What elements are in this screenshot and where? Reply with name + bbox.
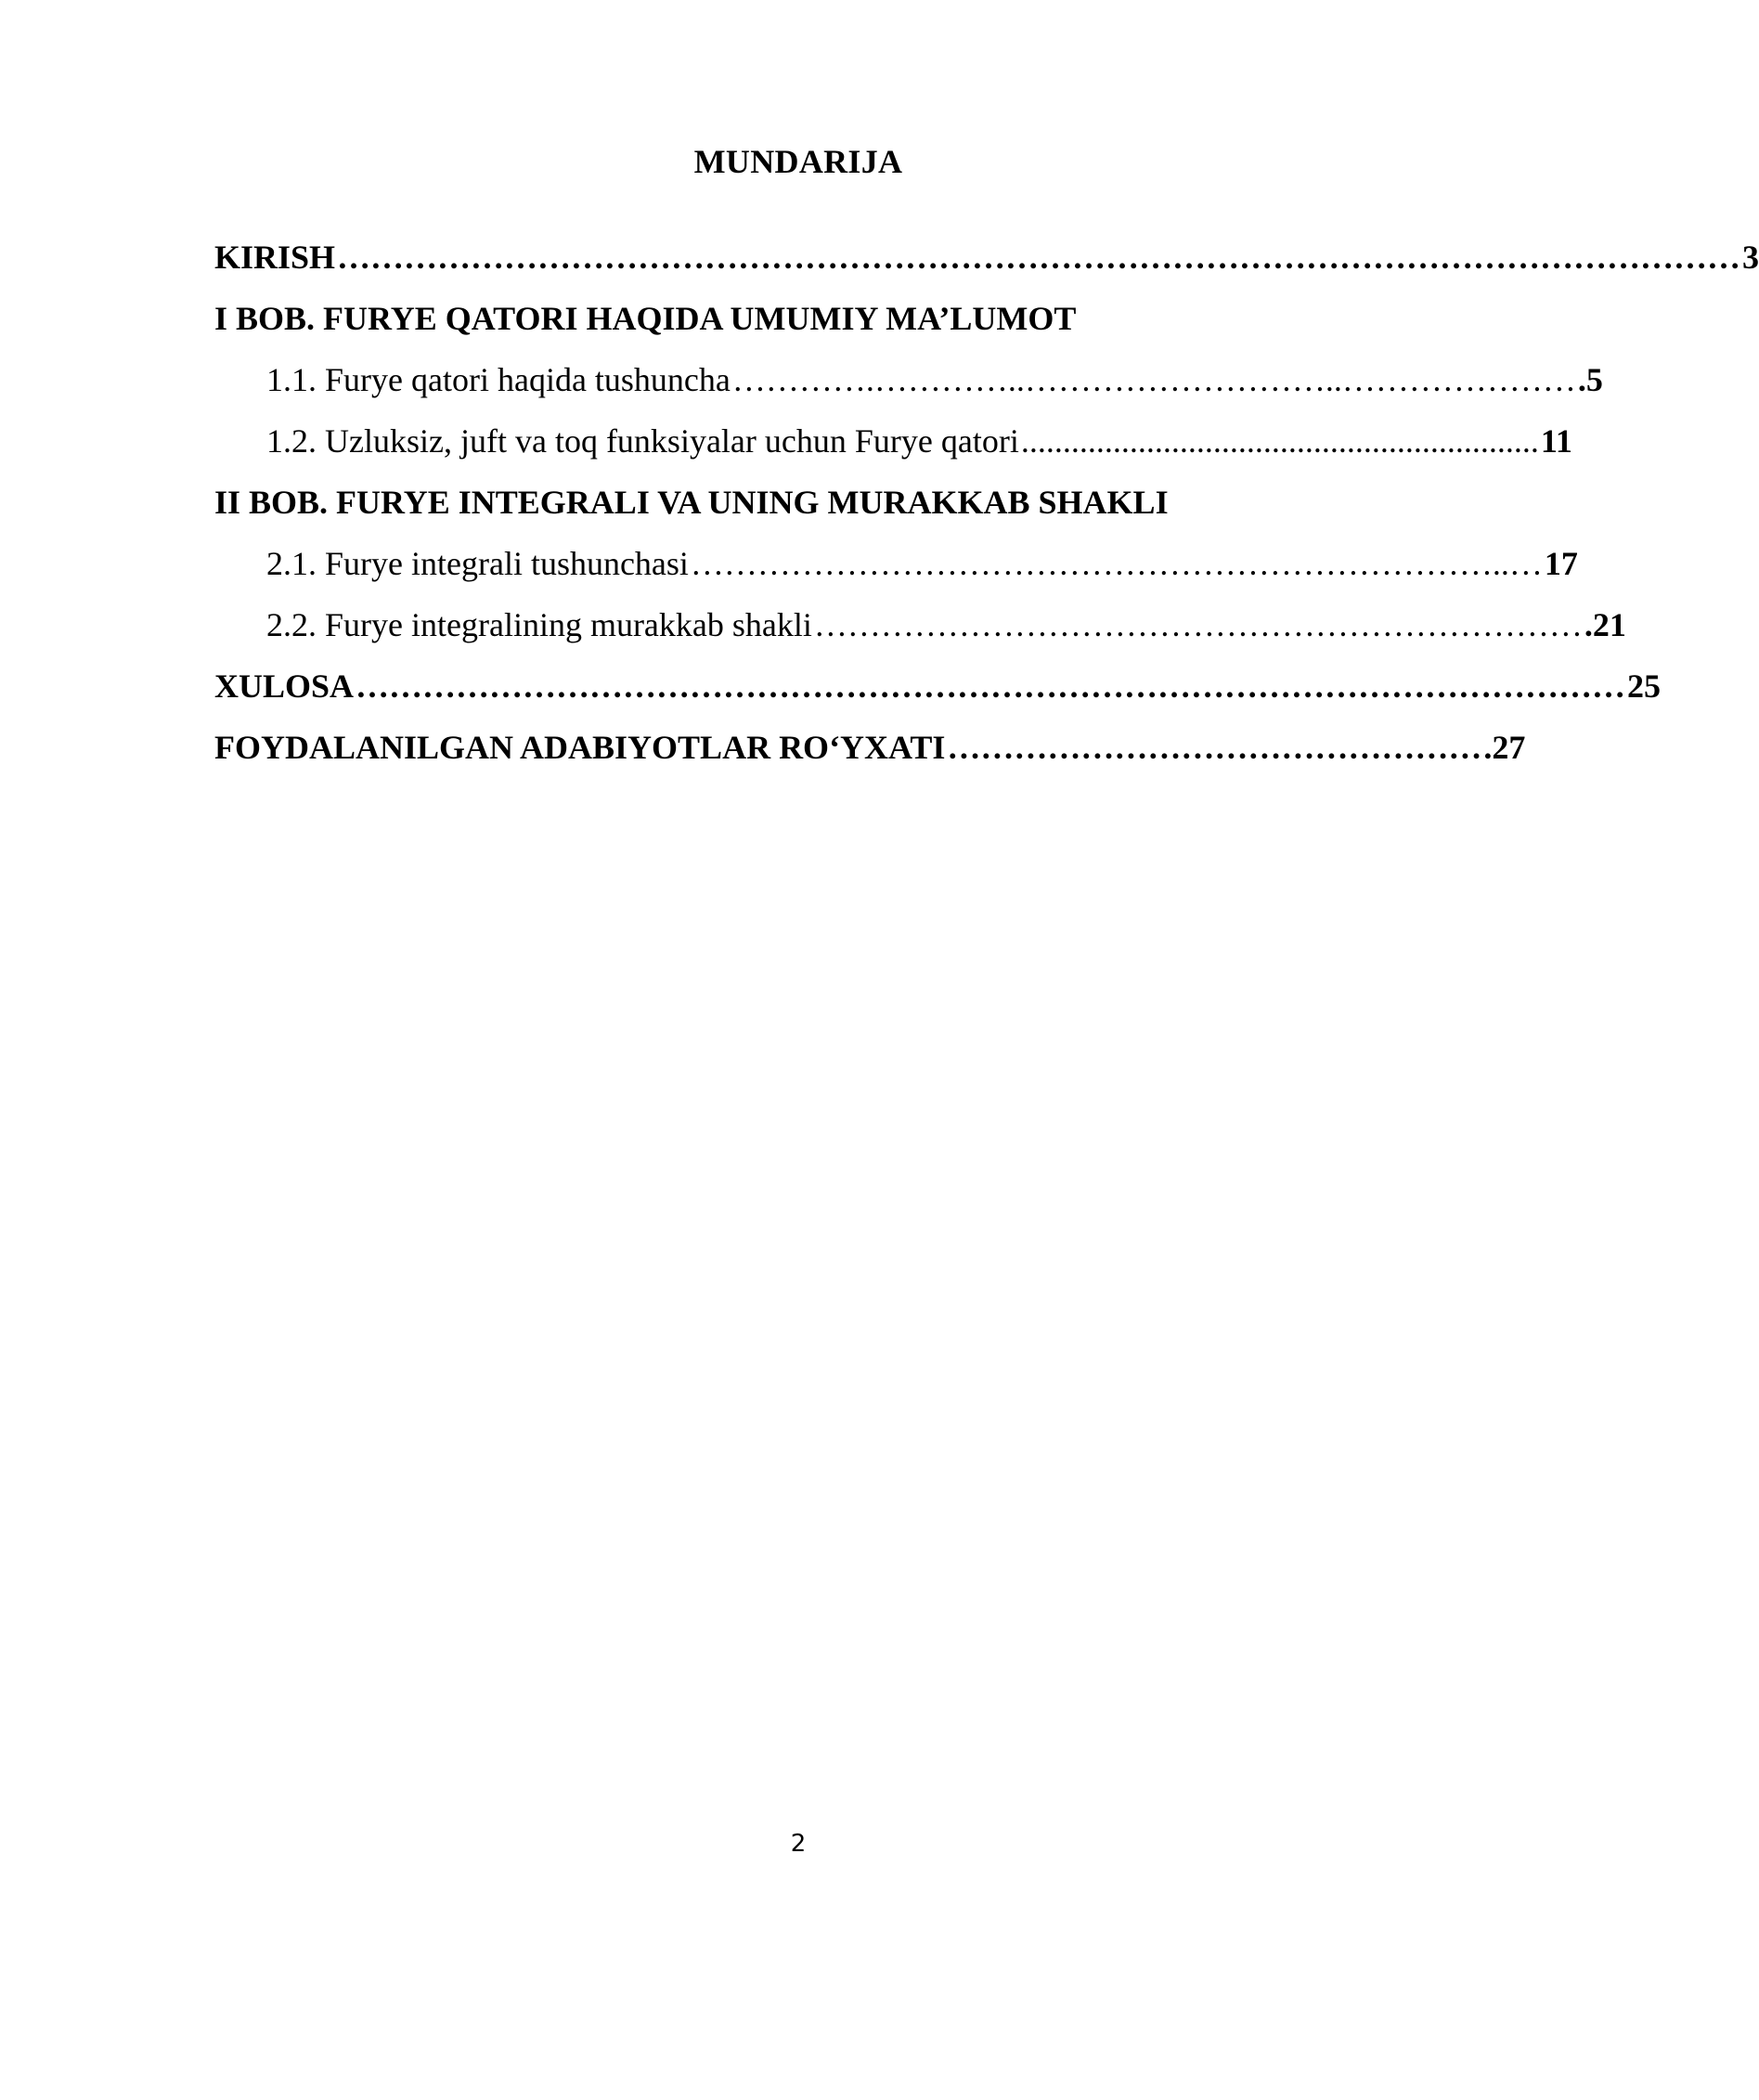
toc-entry-leader: ………….…………..………………………..………………… (731, 361, 1576, 398)
toc-entry-page: .21 (1584, 606, 1626, 643)
page-number: 2 (790, 1830, 807, 1858)
toc-entry-page: 25 (1627, 668, 1662, 705)
toc-entry-leader: ………………………………………… (947, 729, 1482, 766)
toc-entry-leader: .............................................................. (1020, 422, 1539, 460)
toc-entry-xulosa (214, 655, 1662, 717)
toc-entry-label: II BOB. FURYE INTEGRALI VA UNING MURAKKAB SHAKLI (214, 484, 1169, 521)
toc-entry-label: FOYDALANILGAN ADABIYOTLAR RO‘YXATI (214, 729, 946, 766)
toc-entry-adabiyotlar (214, 717, 1526, 778)
toc-entry-label: KIRISH (214, 239, 336, 276)
toc-entry-page: 17 (1544, 545, 1578, 582)
table-of-contents (214, 227, 1759, 778)
toc-entry-page: .5 (1577, 361, 1603, 398)
toc-entry-page: 3 (1742, 239, 1759, 276)
toc-entry-2-1 (214, 533, 1578, 594)
toc-entry-kirish (214, 227, 1759, 288)
toc-heading: MUNDARIJA (693, 143, 903, 180)
toc-chapter-2 (214, 472, 1386, 533)
toc-entry-label: 1.1. Furye qatori haqida tushuncha (266, 361, 731, 398)
toc-chapter-1 (214, 288, 1386, 349)
toc-entry-page: .27 (1483, 729, 1526, 766)
toc-entry-1-1 (214, 349, 1603, 410)
toc-entry-label: 2.1. Furye integrali tushunchasi (266, 545, 689, 582)
toc-entry-label: 2.2. Furye integralining murakkab shakli (266, 606, 812, 643)
toc-entry-label: 1.2. Uzluksiz, juft va toq funksiyalar uchun Furye qatori (266, 422, 1019, 460)
toc-entry-leader: …………………………………………………………… (813, 606, 1583, 643)
toc-entry-1-2 (214, 410, 1572, 472)
toc-entry-leader: …………………………………………………………………………………………………… (356, 668, 1626, 705)
toc-entry-leader: ………………………………………………………………..… (690, 545, 1543, 582)
toc-entry-2-2 (214, 594, 1626, 655)
toc-entry-label: XULOSA (214, 668, 355, 705)
toc-entry-label: I BOB. FURYE QATORI HAQIDA UMUMIY MA’LUMOT (214, 300, 1077, 337)
toc-entry-page: 11 (1540, 422, 1572, 460)
toc-entry-leader: ……………………………………………………………………………………………………………… (337, 239, 1741, 276)
